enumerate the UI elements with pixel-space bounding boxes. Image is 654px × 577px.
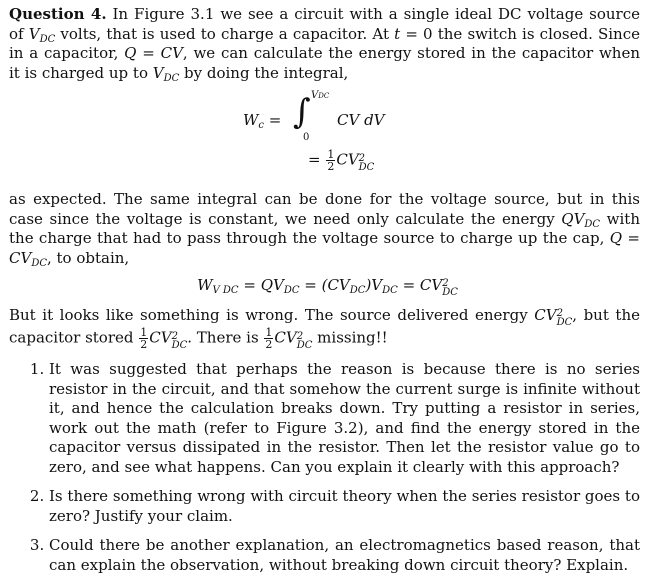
fraction-one-half: $\frac{1}{2}$ xyxy=(265,326,273,351)
integral-sign: ∫ xyxy=(293,92,311,132)
middle-paragraph: as expected. The same integral can be done for the voltage source, but in this case since the voltage is constant, we need only calculate the energy $QV_{DC}$ with the charge that had to pass through the voltage source to charge up the cap, $Q = CV_{DC}$, to obtain, xyxy=(9,190,640,269)
missing-energy-paragraph: But it looks like something is wrong. The source delivered energy CV 2 DC , but the capacitor stored $\frac{1}{2}$ CV 2 DC . There is $\frac{1}{2}$ CV 2 DC missing!! xyxy=(9,306,640,351)
fraction-one-half: $\frac{1}{2}$ xyxy=(327,148,335,173)
integral-lower-limit: 0 xyxy=(303,132,310,143)
sub-questions-list xyxy=(9,360,640,575)
list-item: 3. Could there be another explanation, an electromagnetics based reason, that can explain the observation, without breaking down circuit theory? Explain. xyxy=(49,536,640,575)
list-item: 2. Is there something wrong with circuit theory when the series resistor goes to zero? Justify your claim. xyxy=(49,487,640,526)
integral-upper-limit: VDC xyxy=(311,90,330,101)
source-energy-equation: $W_{V DC} = QV_{DC} = (CV_{DC})V_{DC}$ = CV 2 DC xyxy=(197,276,458,298)
equation-lhs: $W_c$ = xyxy=(243,111,282,131)
question-intro: Question 4. In Figure 3.1 we see a circuit with a single ideal DC voltage source of $V_{DC}$ volts, that is used to charge a capacitor. At t = 0 the switch is closed. Since in a capacitor, Q = CV, we can calculate the energy stored in the capacitor when it is charged up to $V_{DC}$ by doing the integral, xyxy=(9,5,640,84)
integrand: CV dV xyxy=(337,111,385,129)
energy-integral-equation xyxy=(9,87,640,187)
equation-result-line: = $\frac{1}{2}$ CV 2 DC xyxy=(308,148,375,173)
fraction-one-half: $\frac{1}{2}$ xyxy=(140,326,148,351)
list-item: 1. It was suggested that perhaps the reason is because there is no series resistor in the circuit, and that somehow the current surge is infinite without it, and hence the calculation breaks down. Try putting a resistor in series, work out the math (refer to Figure 3.2), and find the energy stored in the capacitor versus dissipated in the resistor. Then let the resistor value go to zero, and see what happens. Can you explain it clearly with this approach? xyxy=(49,360,640,477)
question-label: Question 4. xyxy=(9,5,107,23)
